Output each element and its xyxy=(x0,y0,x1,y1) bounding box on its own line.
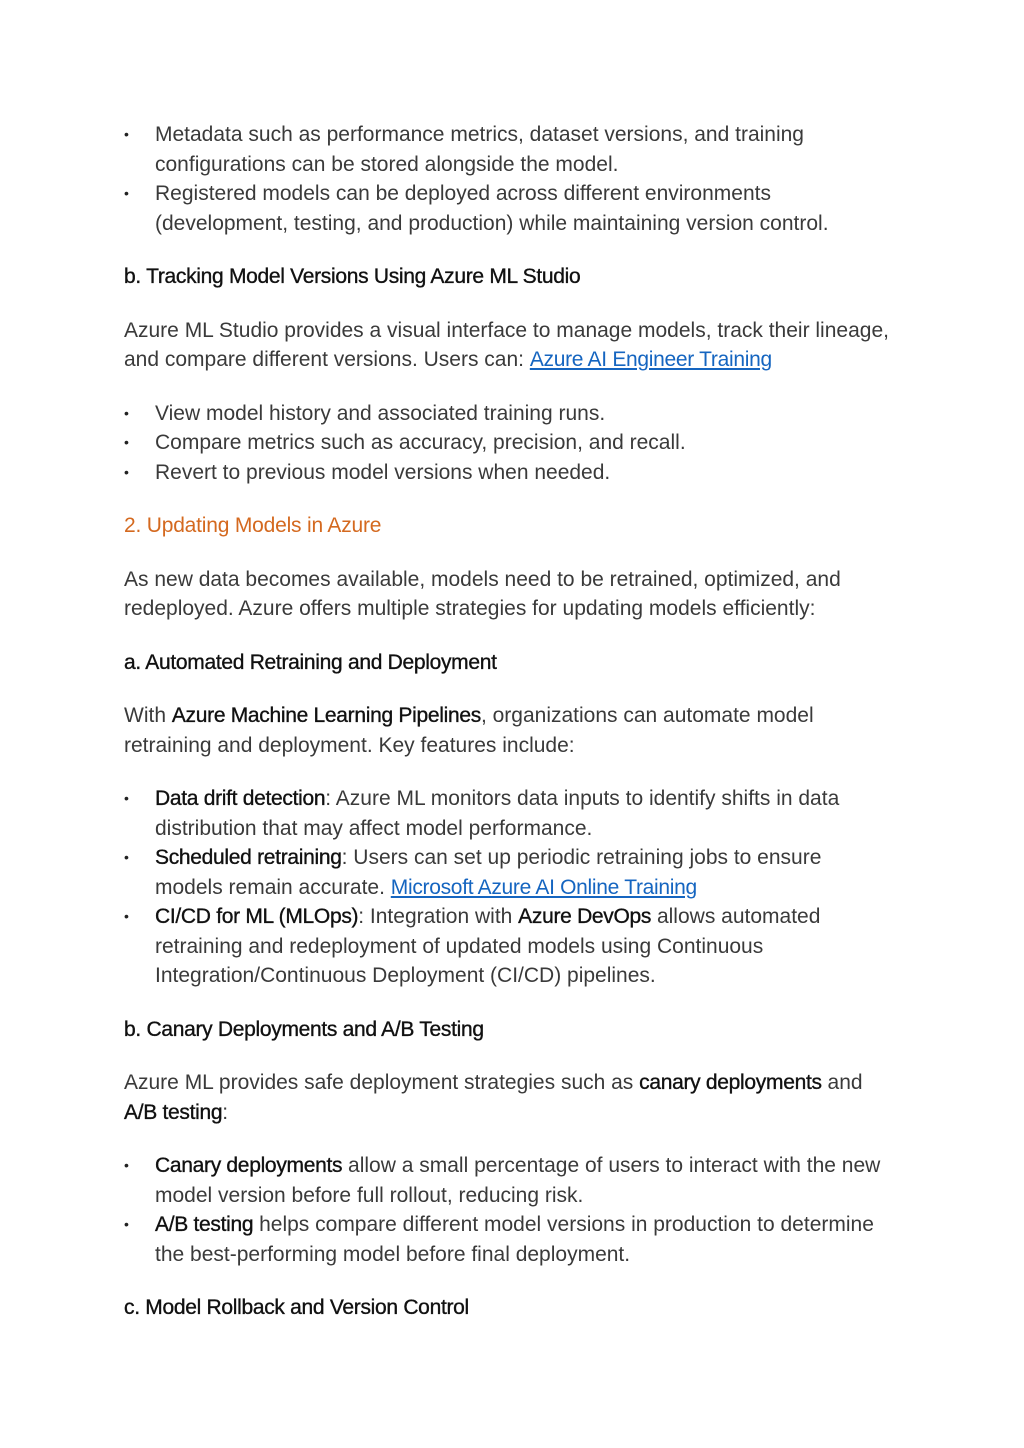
heading-automated-retraining: a. Automated Retraining and Deployment xyxy=(124,650,497,674)
heading-tracking-model-versions: b. Tracking Model Versions Using Azure ML Studio xyxy=(124,265,581,288)
list-item: • A/B testing helps compare different model versions in production to determine the best-performing model before final deployment. xyxy=(124,1210,894,1269)
list-item: • View model history and associated training runs. xyxy=(124,399,894,429)
list-item: • Canary deployments allow a small percentage of users to interact with the new model version before full rollout, reducing risk. xyxy=(124,1151,894,1210)
bullet-icon: • xyxy=(124,1216,129,1232)
bullet-icon: • xyxy=(124,404,129,421)
list-item: • Metadata such as performance metrics, dataset versions, and training configurations can be stored alongside the model. xyxy=(124,120,894,179)
heading-model-rollback: c. Model Rollback and Version Control xyxy=(124,1296,469,1319)
list-item: • Revert to previous model versions when needed. xyxy=(124,458,894,488)
list-item: • Registered models can be deployed across different environments (development, testing, and production) while maintaining version control. xyxy=(124,179,894,238)
studio-capabilities-list xyxy=(124,399,894,488)
bullet-icon: • xyxy=(124,185,129,201)
tracking-intro-paragraph: Azure ML Studio provides a visual interface to manage models, track their lineage, and compare different versions. Users can: Azure AI Engineer Training xyxy=(124,318,889,371)
updating-intro-paragraph: As new data becomes available, models need to be retrained, optimized, and redeployed. Azure offers multiple strategies for updating models efficiently: xyxy=(124,567,841,620)
bullet-icon: • xyxy=(124,849,129,865)
bullet-icon: • xyxy=(124,434,129,450)
list-item: • CI/CD for ML (MLOps): Integration with Azure DevOps allows automated retraining and redeployment of updated models using Continuous Integration/Continuous Deployment (CI/CD) pipelines. xyxy=(124,902,894,991)
pipelines-intro-paragraph: With Azure Machine Learning Pipelines, organizations can automate model retraining and deployment. Key features include: xyxy=(124,704,814,757)
bullet-icon: • xyxy=(124,908,129,924)
document-page xyxy=(124,120,894,1323)
azure-ai-engineer-training-link[interactable]: Azure AI Engineer Training xyxy=(529,348,772,371)
heading-canary-ab-testing: b. Canary Deployments and A/B Testing xyxy=(124,1017,484,1041)
retraining-features-list xyxy=(124,784,894,991)
deployment-strategies-paragraph: Azure ML provides safe deployment strategies such as canary deployments and A/B testing: xyxy=(124,1071,863,1124)
bullet-icon: • xyxy=(124,790,129,806)
heading-updating-models: 2. Updating Models in Azure xyxy=(124,514,382,537)
deployment-strategies-list xyxy=(124,1151,894,1269)
microsoft-azure-ai-online-training-link[interactable]: Microsoft Azure AI Online Training xyxy=(390,875,697,899)
bullet-icon: • xyxy=(124,463,129,480)
bullet-icon: • xyxy=(124,1157,129,1173)
list-item: • Scheduled retraining: Users can set up periodic retraining jobs to ensure models remain accurate. Microsoft Azure AI Online Training xyxy=(124,843,894,902)
metadata-list xyxy=(124,120,894,238)
list-item: • Compare metrics such as accuracy, precision, and recall. xyxy=(124,428,894,458)
bullet-icon: • xyxy=(124,126,129,142)
list-item: • Data drift detection: Azure ML monitors data inputs to identify shifts in data distribution that may affect model performance. xyxy=(124,784,894,843)
